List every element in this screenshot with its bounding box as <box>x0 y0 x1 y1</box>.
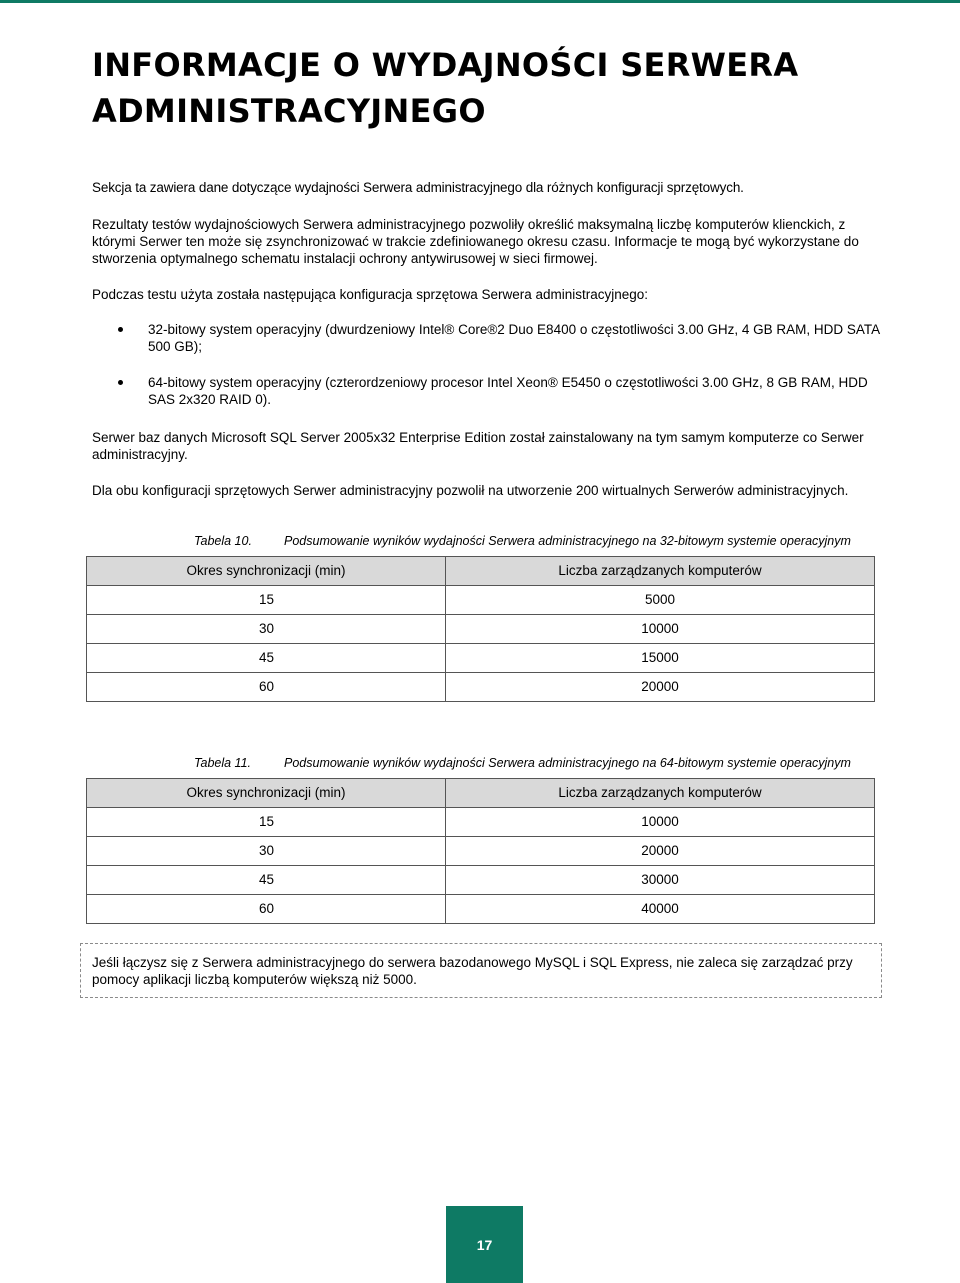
page-number: 17 <box>446 1206 523 1283</box>
table-11-caption-text: Podsumowanie wyników wydajności Serwera administracyjnego na 64-bitowym systemie operacyjnym <box>284 756 851 770</box>
table-10-label: Tabela 10. <box>194 534 252 548</box>
table-11 <box>86 778 875 924</box>
table-10-caption-text: Podsumowanie wyników wydajności Serwera administracyjnego na 32-bitowym systemie operacyjnym <box>284 534 851 548</box>
table-row <box>87 586 875 615</box>
table-cell: 60 <box>87 673 446 702</box>
table-header-cell: Okres synchronizacji (min) <box>87 557 446 586</box>
table-row <box>87 866 875 895</box>
table-cell: 45 <box>87 644 446 673</box>
table-cell: 30 <box>87 837 446 866</box>
table-header-row <box>87 779 875 808</box>
table-row <box>87 673 875 702</box>
intro-paragraph: Sekcja ta zawiera dane dotyczące wydajności Serwera administracyjnego dla różnych konfiguracji sprzętowych. <box>92 180 744 195</box>
table-row <box>87 644 875 673</box>
table-cell: 15 <box>87 808 446 837</box>
table-cell: 15000 <box>446 644 875 673</box>
table-header-cell: Liczba zarządzanych komputerów <box>446 779 875 808</box>
page-title <box>92 42 892 134</box>
config-item-64bit: 64-bitowy system operacyjny (czterordzeniowy procesor Intel Xeon® E5450 o częstotliwości 3.00 GHz, 8 GB RAM, HDD SAS 2x320 RAID 0). <box>92 374 882 408</box>
table-11-label: Tabela 11. <box>194 756 251 770</box>
top-accent-rule <box>0 0 960 3</box>
table-header-row <box>87 557 875 586</box>
table-row <box>87 808 875 837</box>
table-10-caption <box>194 534 894 549</box>
table-cell: 10000 <box>446 615 875 644</box>
table-cell: 45 <box>87 866 446 895</box>
table-cell: 30000 <box>446 866 875 895</box>
table-cell: 10000 <box>446 808 875 837</box>
table-10 <box>86 556 875 702</box>
table-cell: 5000 <box>446 586 875 615</box>
table-row <box>87 895 875 924</box>
sql-server-paragraph: Serwer baz danych Microsoft SQL Server 2005x32 Enterprise Edition został zainstalowany na tym samym komputerze co Serwer administracyjny. <box>92 430 864 462</box>
config-item-32bit: 32-bitowy system operacyjny (dwurdzeniowy Intel® Core®2 Duo E8400 o częstotliwości 3.00 GHz, 4 GB RAM, HDD SATA 500 GB); <box>92 321 882 355</box>
virtual-servers-paragraph: Dla obu konfiguracji sprzętowych Serwer administracyjny pozwolił na utworzenie 200 wirtualnych Serwerów administracyjnych. <box>92 483 849 498</box>
table-header-cell: Okres synchronizacji (min) <box>87 779 446 808</box>
mysql-warning-note: Jeśli łączysz się z Serwera administracyjnego do serwera bazodanowego MySQL i SQL Express, nie zaleca się zarządzać przy pomocy aplikacji liczbą komputerów większą niż 5000. <box>80 943 882 998</box>
results-paragraph: Rezultaty testów wydajnościowych Serwera administracyjnego pozwoliły określić maksymalną liczbę komputerów klienckich, z którymi Serwer ten może się zsynchronizować w trakcie zdefiniowanego okresu czasu. Informacje te mogą być wykorzystane do stworzenia optymalnego schematu instalacji ochrony antywirusowej w sieci firmowej. <box>92 217 859 266</box>
table-row <box>87 615 875 644</box>
page-title-line-1: INFORMACJE O WYDAJNOŚCI SERWERA <box>92 46 799 84</box>
table-header-cell: Liczba zarządzanych komputerów <box>446 557 875 586</box>
table-cell: 20000 <box>446 673 875 702</box>
table-cell: 30 <box>87 615 446 644</box>
table-row <box>87 837 875 866</box>
table-cell: 60 <box>87 895 446 924</box>
config-intro-paragraph: Podczas testu użyta została następująca konfiguracja sprzętowa Serwera administracyjnego: <box>92 287 649 302</box>
table-cell: 15 <box>87 586 446 615</box>
table-11-caption <box>194 756 894 771</box>
config-list <box>92 321 882 408</box>
page-title-line-2: ADMINISTRACYJNEGO <box>92 92 486 130</box>
table-cell: 40000 <box>446 895 875 924</box>
table-cell: 20000 <box>446 837 875 866</box>
